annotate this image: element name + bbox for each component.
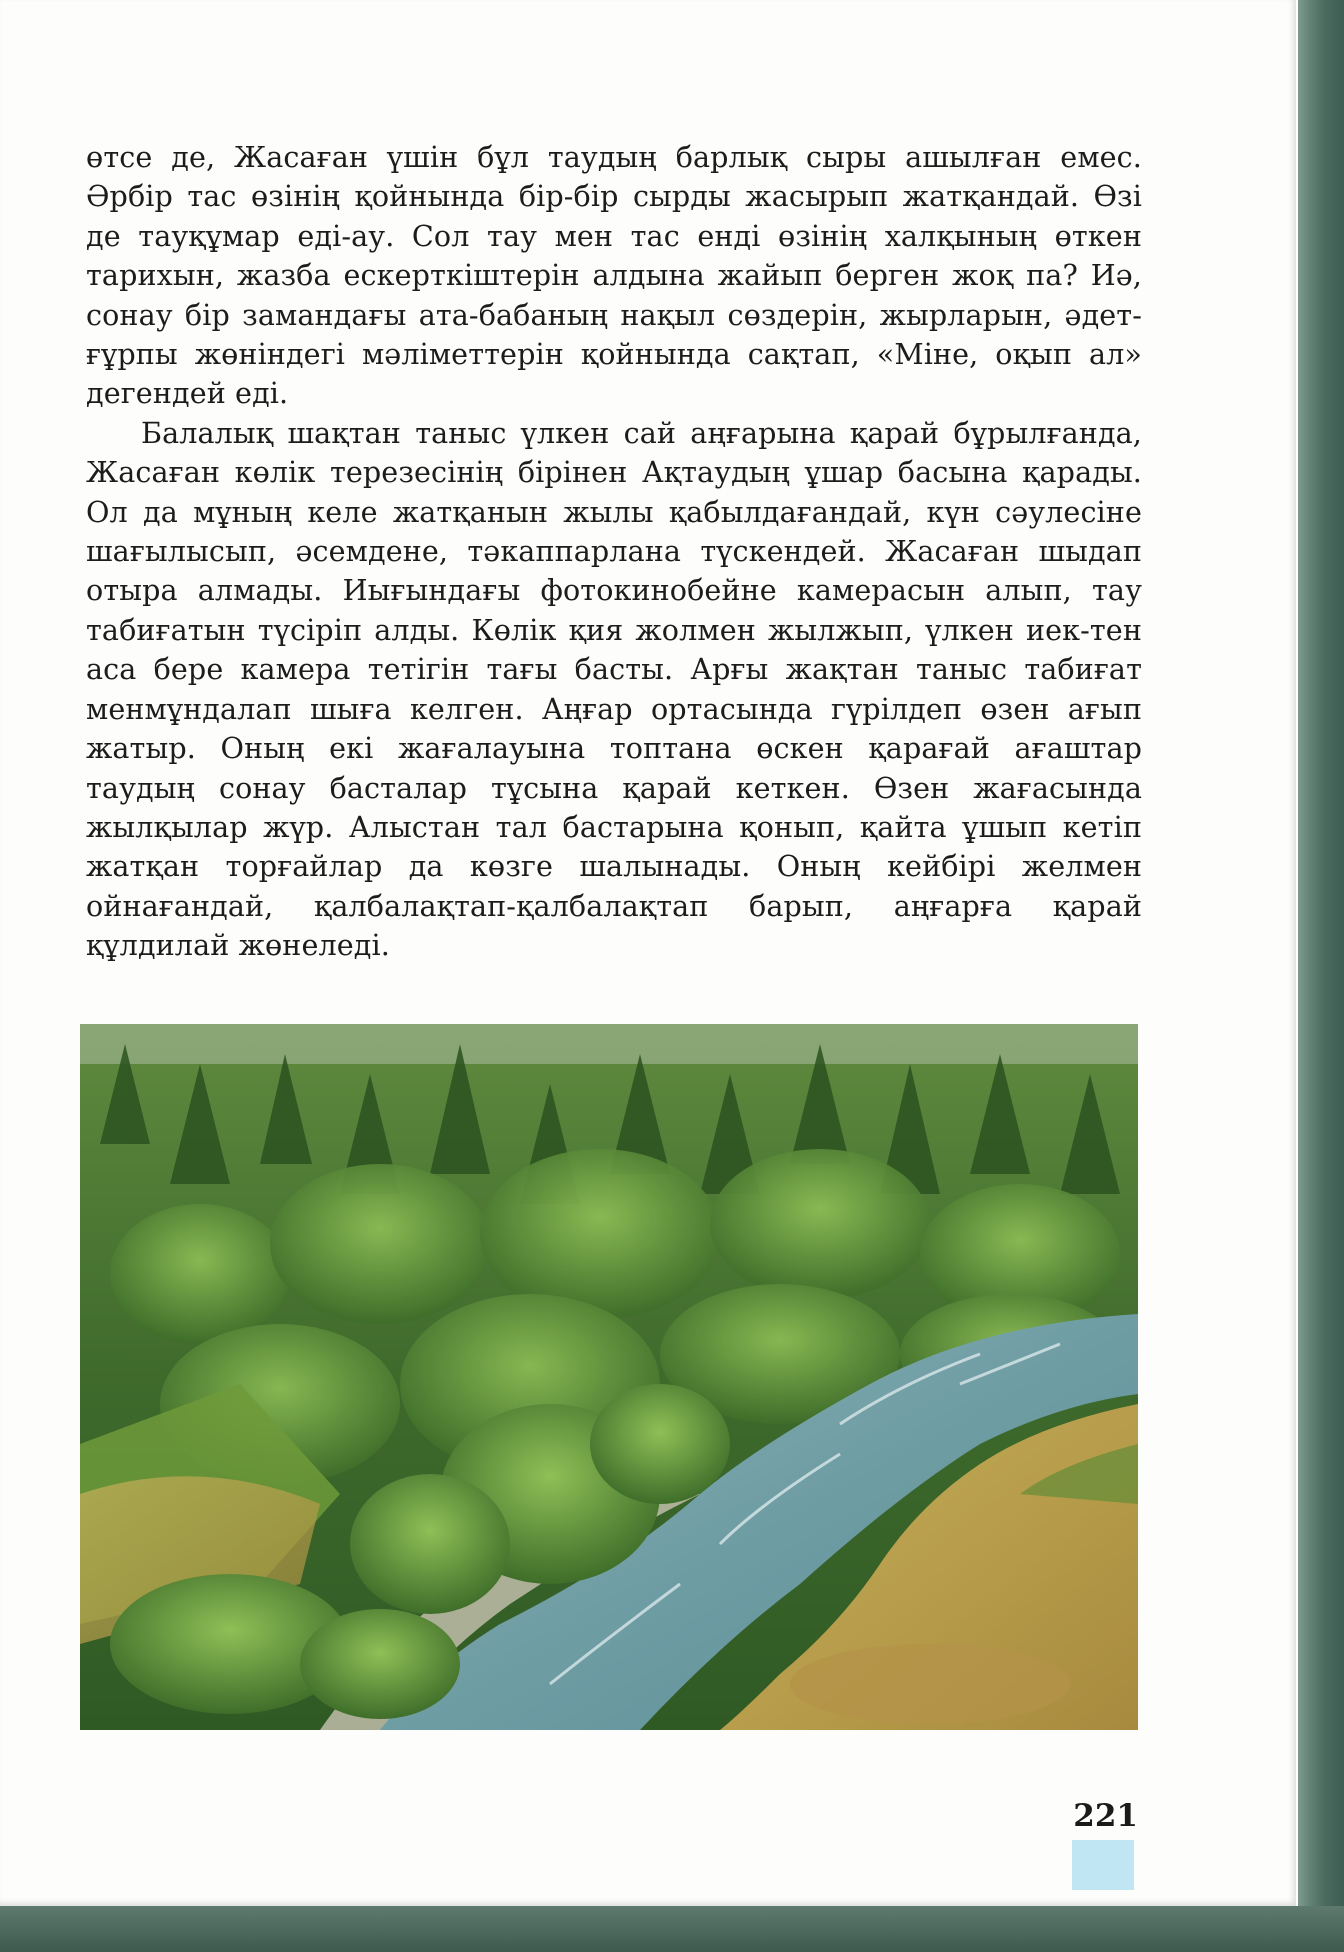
page-tab-marker bbox=[1072, 1840, 1134, 1890]
river-valley-photo bbox=[80, 1024, 1138, 1730]
page-number: 221 bbox=[1073, 1798, 1138, 1834]
paragraph-2: Балалық шақтан таныс үлкен сай аңғарына қарай бұрылғанда, Жасаған көлік терезесінің бірінен Ақтаудың ұшар басына қарады. Ол да мұның келе жатқанын жылы қабылдағандай, күн сәулесіне шағылысып, әсемдене, тәкаппарлана түскендей. Жасаған шыдап отыра алмады. Иығындағы фотокинобейне камерасын алып, тау табиғатын түсіріп алды. Көлік қия жолмен жылжып, үлкен иек-тен аса бере камера тетігін тағы басты. Арғы жақтан таныс табиғат менмұндалап шыға келген. Аңғар ортасында гүрілдеп өзен ағып жатыр. Оның екі жағалауына топтана өскен қарағай ағаштар таудың сонау басталар тұсына қарай кеткен. Өзен жағасында жылқылар жүр. Алыстан тал бастарына қонып, қайта ұшып кетіп жатқан торғайлар да көзге шалынады. Оның кейбірі желмен ойнағандай, қалбалақтап-қалбалақтап барып, аңғарға қарай құлдилай жөнеледі. bbox=[86, 415, 1142, 963]
paragraph-1: өтсе де, Жасаған үшін бұл таудың барлық сыры ашылған емес. Әрбір тас өзінің қойнында бір-бір сырды жасырып жатқандай. Өзі де тауқұмар еді-ау. Сол тау мен тас енді өзінің халқының өткен тарихын, жазба ескерткіштерін алдына жайып берген жоқ па? Иә, сонау бір замандағы ата-бабаның нақыл сөздерін, жырларын, әдет-ғұрпы жөніндегі мәліметтерін қойнында сақтап, «Міне, оқып ал» дегендей еді. bbox=[86, 140, 1142, 411]
river-valley-illustration bbox=[80, 1024, 1138, 1730]
book-cover-edge bbox=[1298, 0, 1344, 1952]
body-text bbox=[86, 138, 1142, 966]
book-cover-bottom-edge bbox=[0, 1906, 1344, 1952]
